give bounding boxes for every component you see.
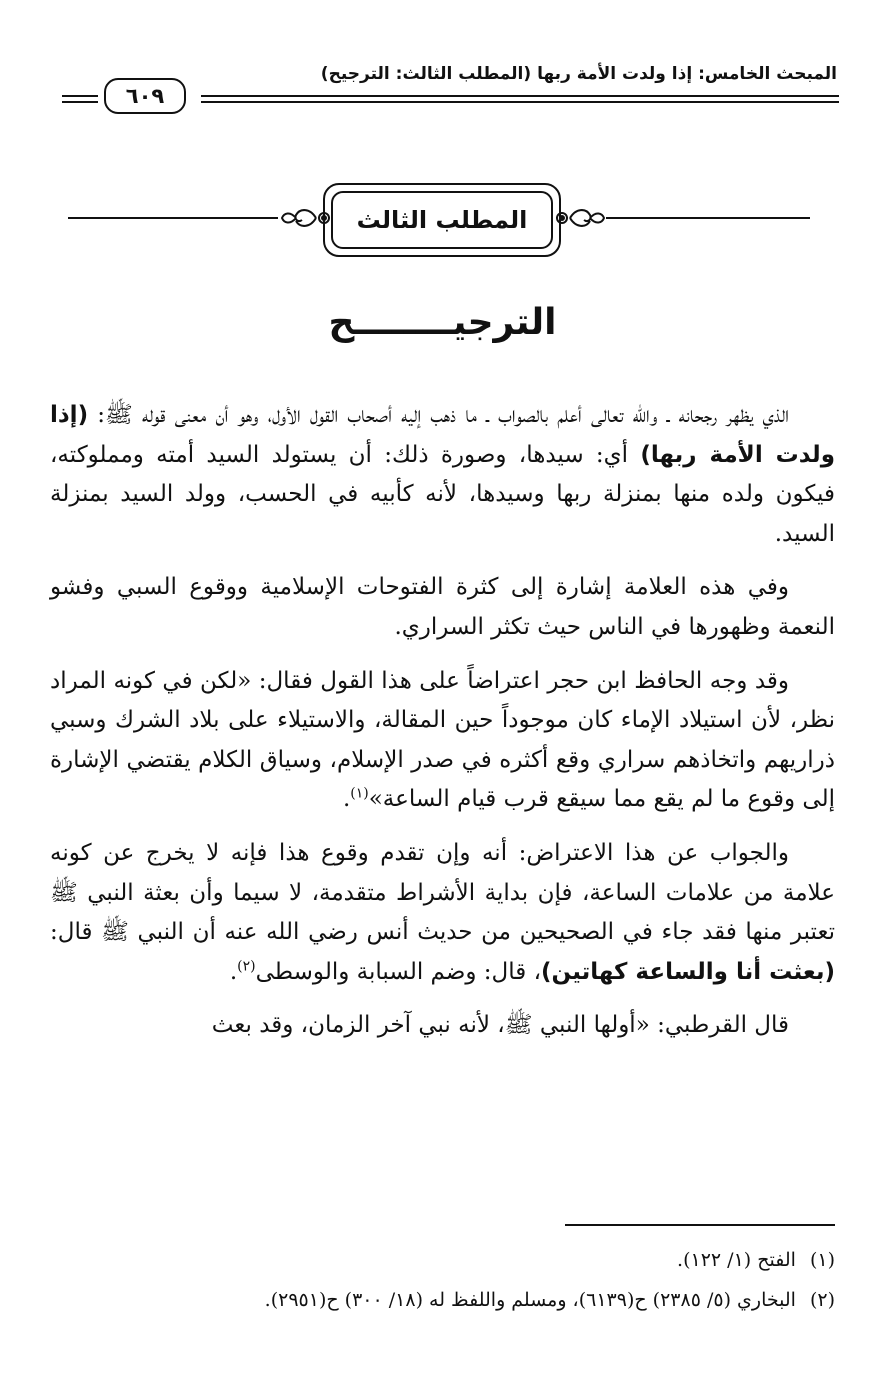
section-title: الترجيــــــــح bbox=[328, 302, 557, 343]
footnote-text: البخاري (٥/ ٢٣٨٥) ح(٦١٣٩)، ومسلم واللفظ له (١٨/ ٣٠٠) ح(٢٩٥١). bbox=[264, 1289, 796, 1311]
hadith-quote: (بعثت أنا والساعة كهاتين) bbox=[541, 958, 835, 985]
text-run: . bbox=[342, 786, 351, 813]
footnote-item bbox=[50, 1280, 835, 1320]
header-double-rule bbox=[201, 95, 839, 103]
page-number: ٦٠٩ bbox=[104, 78, 186, 114]
text-run: ، قال: وضم السبابة والوسطى bbox=[255, 958, 541, 985]
footnote-text: الفتح (١/ ١٢٢). bbox=[677, 1249, 796, 1271]
paragraph bbox=[50, 662, 835, 820]
paragraph bbox=[50, 396, 835, 554]
running-header-title: المبحث الخامس: إذا ولدت الأمة ربها (المطلب الثالث: الترجيح) bbox=[320, 64, 837, 84]
footnote-number: (٢) bbox=[809, 1289, 835, 1311]
footnote-number: (١) bbox=[809, 1249, 835, 1271]
paragraph bbox=[50, 568, 835, 647]
text-run: قال القرطبي: «أولها النبي ﷺ، لأنه نبي آخر الزمان، وقد بعث bbox=[211, 1012, 789, 1039]
paragraph bbox=[50, 1006, 835, 1046]
section-rule-right bbox=[606, 217, 810, 219]
body-text bbox=[50, 396, 835, 1060]
text-run: الذي يظهر رجحانه ـ والله تعالى أعلم بالصواب ـ ما ذهب إليه أصحاب القول الأول، وهو أن معنى قوله ﷺ: bbox=[88, 402, 789, 428]
footnote-separator bbox=[565, 1224, 835, 1226]
paragraph bbox=[50, 834, 835, 992]
text-run: وقد وجه الحافظ ابن حجر اعتراضاً على هذا القول فقال: «لكن في كونه المراد نظر، لأن استيلاد الإماء كان موجوداً حين المقالة، والاستيلاء على بلاد الشرك وسبي ذراريهم واتخاذهم سراري وقع أكثره في صدر الإسلام، وسياق الكلام يقتضي الإشارة إلى وقوع ما لم يقع مما سيقع قرب قيام الساعة» bbox=[50, 667, 835, 813]
section-label: المطلب الثالث bbox=[331, 191, 553, 249]
footnote-item bbox=[50, 1240, 835, 1280]
footnotes bbox=[50, 1240, 835, 1320]
floral-ornament-icon bbox=[554, 203, 606, 233]
text-run: والجواب عن هذا الاعتراض: أنه وإن تقدم وقوع هذا فإنه لا يخرج عن كونه علامة من علامات الساعة، فإن بداية الأشراط متقدمة، لا سيما وأن بعثة النبي ﷺ تعتبر منها فقد جاء في الصحيحين من حديث أنس رضي الله عنه أن النبي ﷺ قال: bbox=[50, 839, 835, 946]
header-double-rule-short bbox=[62, 95, 98, 103]
text-run: وفي هذه العلامة إشارة إلى كثرة الفتوحات الإسلامية ووقوع السبي وفشو النعمة وظهورها في الناس حيث تكثر السراري. bbox=[50, 574, 835, 640]
hadith-quote: (إذا ولدت الأمة ربها) bbox=[50, 402, 835, 468]
text-run: . bbox=[229, 958, 238, 985]
footnote-ref[interactable]: (٢) bbox=[237, 958, 256, 975]
text-run: أي: سيدها، وصورة ذلك: أن يستولد السيد أمته ومملوكته، فيكون ولده منها بمنزلة ربها وسيدها، لأنه كأبيه في الحسب، وولد السيد بمنزلة السيد. bbox=[50, 441, 835, 547]
footnote-ref[interactable]: (١) bbox=[350, 785, 369, 802]
section-rule-left bbox=[68, 217, 278, 219]
